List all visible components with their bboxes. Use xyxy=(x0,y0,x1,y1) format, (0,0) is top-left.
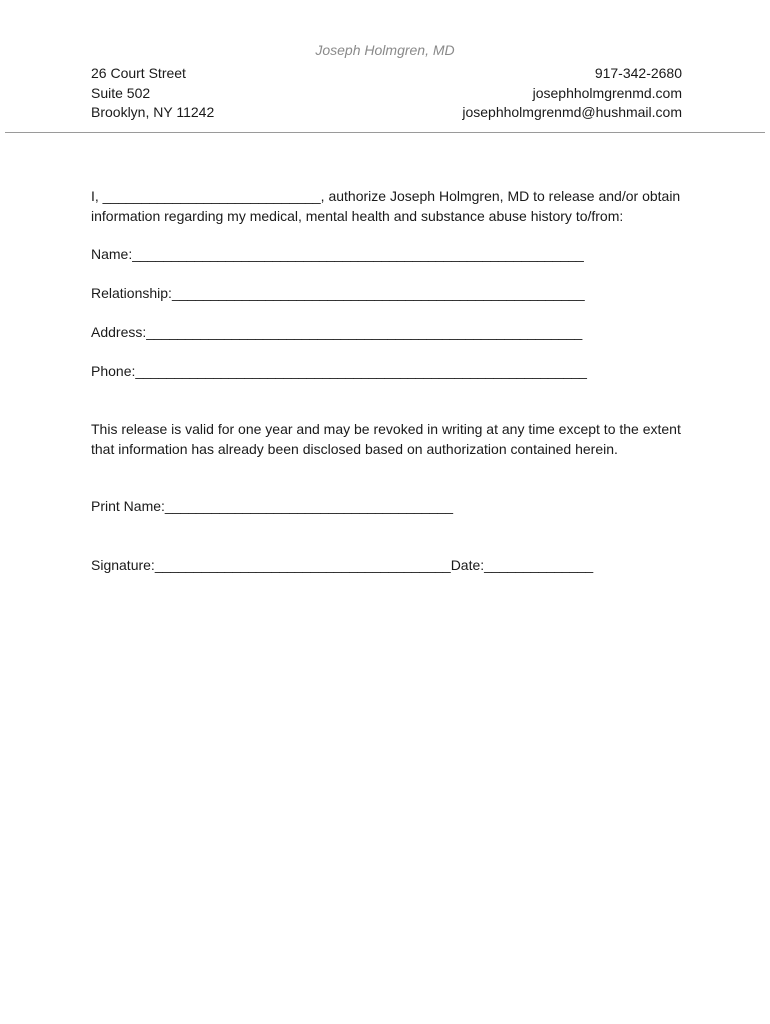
phone-field[interactable]: Phone:__________________________________________________________ xyxy=(91,363,587,379)
contact-website: josephholmgrenmd.com xyxy=(532,84,682,101)
authorization-line-1: I, ____________________________, authorize Joseph Holmgren, MD to release and/or obtain xyxy=(91,188,681,204)
authorization-statement xyxy=(91,187,701,226)
print-name-field[interactable]: Print Name:_____________________________________ xyxy=(91,498,453,514)
release-line-1: This release is valid for one year and may be revoked in writing at any time except to the extent xyxy=(91,421,681,437)
authorization-line-2: information regarding my medical, mental health and substance abuse history to/from: xyxy=(91,207,624,224)
contact-info xyxy=(462,64,682,123)
contact-email: josephholmgrenmd@hushmail.com xyxy=(462,104,682,120)
contact-phone: 917-342-2680 xyxy=(594,65,682,81)
release-line-2: that information has already been disclosed based on authorization contained herein. xyxy=(91,440,618,457)
practitioner-name: Joseph Holmgren, MD xyxy=(315,42,455,58)
header-divider xyxy=(5,132,765,133)
address-field[interactable]: Address:________________________________________________________ xyxy=(91,324,583,340)
office-address xyxy=(91,64,214,123)
signature-date-field[interactable]: Signature:______________________________________Date:______________ xyxy=(91,557,594,573)
name-field[interactable]: Name:__________________________________________________________ xyxy=(91,246,584,262)
address-city: Brooklyn, NY 11242 xyxy=(91,104,215,120)
address-street: 26 Court Street xyxy=(91,65,186,81)
release-validity-statement xyxy=(91,420,701,459)
relationship-field[interactable]: Relationship:_____________________________________________________ xyxy=(91,285,585,301)
address-suite: Suite 502 xyxy=(91,84,151,101)
